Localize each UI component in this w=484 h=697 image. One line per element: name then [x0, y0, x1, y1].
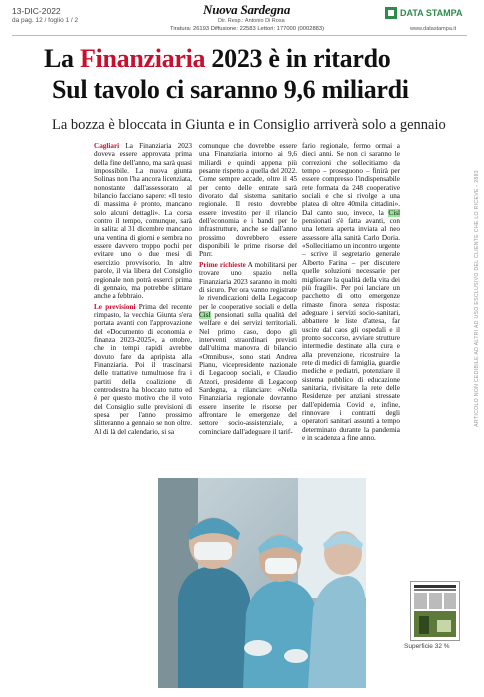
datastampa-logo-icon — [385, 7, 397, 19]
dateline: Cagliari — [94, 142, 120, 150]
headline-second-line: Sul tavolo ci saranno 9,6 miliardi — [52, 75, 409, 104]
date: 13-DIC-2022 — [12, 6, 61, 16]
highlighted-keyword: Cisl — [388, 208, 401, 217]
article-column-3 — [302, 142, 400, 444]
paragraph: Cagliari La Finanziaria 2023 doveva essere approvata prima della fine dell'anno, ma sarà quasi impossibile. La nuova giunta Solinas non l'ha ancora licenziata, nonostante dall'assessorato al bilancio facciano sapere: «Il testo di massima è pronto, mancano solo alcuni dettagli». La corsa contro il tempo, comunque, sarà in salita: al 31 dicembre mancano una ventina di giorni e sembra no essere davvero troppo pochi per evitare uno o due mesi di esercizio provvisorio. In altre parole, il via libera del Consiglio regionale non potrà esserci prima di gennaio, ma potrebbe slittare anche a febbraio. — [94, 142, 192, 301]
page-thumbnail-image — [411, 582, 459, 640]
highlighted-keyword: Cisl — [199, 310, 211, 319]
subheadline: La bozza è bloccata in Giunta e in Consiglio arriverà solo a gennaio — [52, 117, 446, 133]
paragraph: Le previsioni Prima del recente rimpasto, la vecchia Giunta s'era portata avanti con l'approvazione del «Documento di economia e finanza 2023-2025», a ottobre, che in tempi rapidi avrebbe dovuto fare da apripista alla Finanziaria. Poi il trascinarsi delle trattative tumultuose fra i partiti della coalizione di centrodestra ha bloccato tutto ed è per questo motivo che il voto del Consiglio sulle previsioni di spesa per l'anno prossimo slitteranno a gennaio se non oltre. Al di là del calendario, si sa — [94, 302, 192, 436]
surface-percentage: Superficie 32 % — [404, 643, 450, 650]
page-info: da pag. 12 / foglio 1 / 2 — [12, 17, 79, 24]
hospital-staff-photo — [158, 478, 366, 688]
circulation-line: Tiratura: 26193 Diffusione: 22583 Lettori: 177000 (0002883) — [170, 26, 325, 32]
section-lead: Prime richieste — [199, 260, 246, 269]
headline-highlight: Finanziaria — [79, 44, 206, 73]
article-column-1 — [94, 142, 192, 438]
datastampa-badge — [385, 6, 463, 20]
paragraph: comunque che dovrebbe essere una Finanziaria intorno ai 9,6 miliardi e quindi appena più pesante rispetto a quella del 2022. Come sempre accade, oltre il 45 per cento delle entrate sarà divorato dal sistema sanitario regionale. Il resto dovrebbe essere investito per il rilancio dell'economia e i bandi per le infrastrutture, anche se dall'anno prossimo dovrebbero essere disponibili le prime risorse del Pnrr. — [199, 142, 297, 259]
editor-line: Dir. Resp.: Antonio Di Rosa — [218, 18, 285, 24]
section-lead: Le previsioni — [94, 302, 136, 311]
headline: La Finanziaria 2023 è in ritardo — [44, 44, 391, 73]
article-photo — [158, 478, 366, 688]
datastampa-label: DATA STAMPA — [400, 8, 463, 18]
copyright-side-note: ARTICOLO NON CEDIBILE AD ALTRI AD USO ESCLUSIVO DEL CLIENTE CHE LO RICEVE - 2883 — [474, 170, 480, 427]
website: www.datastampa.it — [410, 26, 457, 32]
paragraph: Prime richieste A mobilitarsi per trovare uno spazio nella Finanziaria 2023 saranno in molti di sicuro. Per ora vanno registrate le rivendicazioni della Legacoop per le cooperative sociali e della Cisl pensionati sulla qualità del welfare e dei servizi territoriali. Nel primo caso, dopo gli interventi straordinari previsti dall'ultima manovra di bilancio «Omnibus», sono stati Andrea Pianu, vicepresidente nazionale di Legacoop sociali, e Claudio Atzori, presidente di Legacoop Sardegna, a rilanciare: «Nella Finanziaria regionale dovranno essere inserite le risorse per affrontare le emergenze del settore socio-assistenziale, a cominciare dall'adeguare il tarif- — [199, 260, 297, 436]
article-column-2 — [199, 142, 297, 438]
paragraph: fario regionale, fermo ormai a dieci anni. Se non ci saranno le correzioni che sollecitiamo da tempo – proseguono – finirà per essere compresso l'indispensabile rete formata da 248 cooperative sociali e che si rivolge a una platea di oltre 40mila cittadini». Dal canto suo, invece, la Cisl pensionati s'è fatta avanti, con una lettera aperta inviata al neo assessore alla sanità Carlo Doria. «Sollecitiamo un incontro urgente – scrive il segretario generale Alberto Farina – per discutere quelle soluzioni necessarie per migliorare la qualità della vita dei più fragili». Per poi lanciare un pacchetto di otto emergenze rimaste finora senza risposta: adeguare i servizi socio-sanitari, abbattere le liste d'attesa, far uscire dal caos gli ospedali e il pronto soccorso, avviare strutture intermedie destinate alla cura e alla prevenzione, ricostruire la rete di medici di famiglia, guardie mediche e pediatri, potenziare il sistema pubblico di educazione sanitaria, rivisitare la rete delle Residenze per anziani stressate dall'epidemia Covid e, infine, rinnovare i contratti degli operatori sanitari assunti a tempo determinato durante la pandemia e in scadenza a fine anno. — [302, 142, 401, 443]
page-thumbnail — [410, 581, 460, 641]
header-divider — [12, 35, 467, 36]
newspaper-logo: Nuova Sardegna — [203, 2, 291, 17]
